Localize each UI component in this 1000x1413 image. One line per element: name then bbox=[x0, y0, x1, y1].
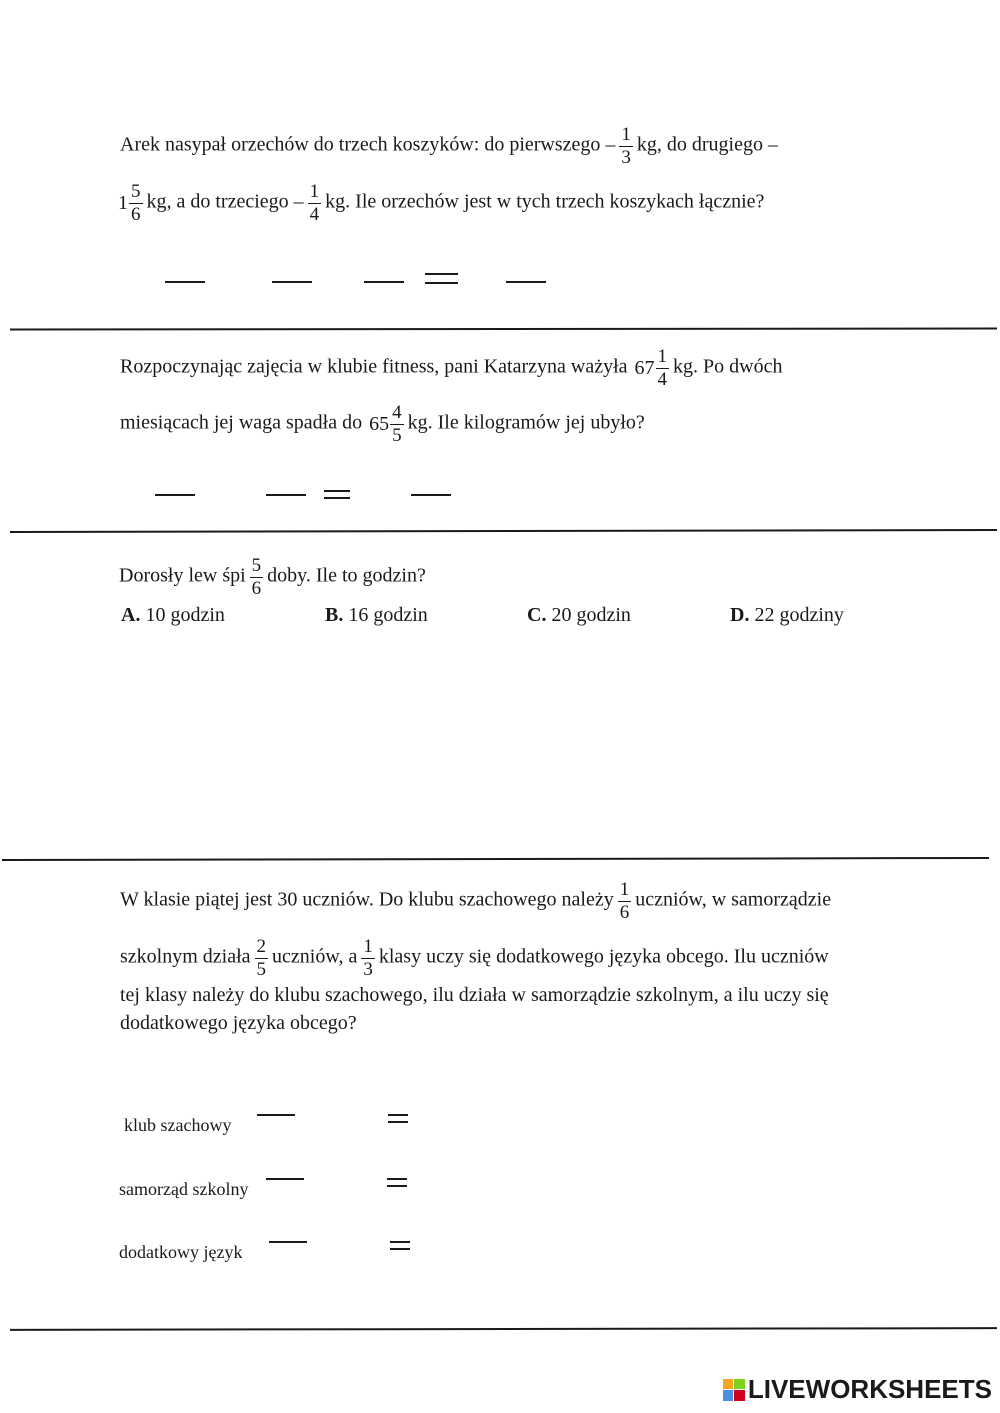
answer-blank[interactable] bbox=[272, 281, 312, 283]
q3-line-1 bbox=[119, 556, 426, 598]
q4-line-2 bbox=[120, 937, 829, 979]
equals-sign bbox=[324, 490, 350, 499]
q4-text-3: szkolnym działa bbox=[120, 945, 251, 968]
q4-text-2: uczniów, w samorządzie bbox=[635, 888, 832, 911]
option-d[interactable]: D. 22 godziny bbox=[730, 604, 844, 626]
q1-text-2: kg, do drugiego – bbox=[636, 133, 778, 156]
logo-icon bbox=[723, 1379, 745, 1401]
answer-blank[interactable] bbox=[257, 1114, 295, 1116]
q1-text-4: kg. Ile orzechów jest w tych trzech koszykach łącznie? bbox=[325, 190, 765, 213]
option-b[interactable]: B. 16 godzin bbox=[325, 604, 428, 626]
divider bbox=[2, 857, 989, 861]
q4-text-1: W klasie piątej jest 30 uczniów. Do klubu szachowego należy bbox=[120, 888, 614, 911]
answer-blank[interactable] bbox=[266, 494, 306, 496]
q1-text-3: kg, a do trzeciego – bbox=[146, 190, 304, 213]
liveworksheets-logo bbox=[723, 1374, 992, 1405]
q2-text-3: miesiącach jej waga spadła do bbox=[120, 411, 363, 434]
answer-blank[interactable] bbox=[506, 281, 546, 283]
q2-text-1: Rozpoczynając zajęcia w klubie fitness, pani Katarzyna ważyła bbox=[120, 355, 628, 378]
divider bbox=[10, 327, 997, 330]
option-a[interactable]: A. 10 godzin bbox=[121, 604, 225, 626]
answer-blank[interactable] bbox=[155, 494, 195, 496]
fraction: $\frac{1}{6}$ bbox=[619, 879, 630, 923]
fraction: $\frac{2}{5}$ bbox=[256, 936, 267, 980]
option-c[interactable]: C. 20 godzin bbox=[527, 604, 631, 626]
q1-text-1: Arek nasypał orzechów do trzech koszyków: do pierwszego – bbox=[120, 133, 616, 156]
answer-blank[interactable] bbox=[364, 281, 404, 283]
q4-text-4: uczniów, a bbox=[272, 945, 358, 968]
mixed-number: 65 $\frac{4}{5}$ bbox=[369, 402, 402, 446]
q1-line-1 bbox=[120, 125, 778, 167]
fraction: $\frac{1}{3}$ bbox=[363, 936, 373, 980]
q4-line-1 bbox=[120, 880, 831, 922]
q2-line-2 bbox=[120, 403, 645, 445]
answer-blank[interactable] bbox=[411, 494, 451, 496]
equals-sign bbox=[387, 1178, 407, 1187]
equals-sign bbox=[390, 1241, 410, 1250]
q2-line-1 bbox=[120, 347, 783, 389]
label-extra-language: dodatkowy język bbox=[119, 1242, 243, 1262]
q3-text-2: doby. Ile to godzin? bbox=[267, 564, 426, 587]
label-chess-club: klub szachowy bbox=[124, 1115, 232, 1135]
equals-sign bbox=[425, 273, 458, 284]
fraction: $\frac{1}{3}$ bbox=[621, 124, 631, 168]
equals-sign bbox=[388, 1114, 408, 1123]
label-school-council: samorząd szkolny bbox=[119, 1179, 249, 1199]
mixed-number: 67 $\frac{1}{4}$ bbox=[634, 346, 668, 390]
answer-blank[interactable] bbox=[165, 281, 205, 283]
q2-text-2: kg. Po dwóch bbox=[673, 355, 783, 378]
q1-line-2 bbox=[118, 182, 764, 224]
q4-line-3 bbox=[120, 983, 829, 1007]
fraction: $\frac{1}{4}$ bbox=[309, 181, 320, 225]
divider bbox=[10, 1327, 997, 1330]
q4-text-7: dodatkowego języka obcego? bbox=[120, 1012, 357, 1034]
answer-blank[interactable] bbox=[269, 1241, 307, 1243]
q2-text-4: kg. Ile kilogramów jej ubyło? bbox=[407, 411, 645, 434]
q4-text-5: klasy uczy się dodatkowego języka obcego. Ilu uczniów bbox=[378, 945, 829, 968]
q3-text-1: Dorosły lew śpi bbox=[119, 564, 246, 587]
fraction: $\frac{5}{6}$ bbox=[251, 555, 262, 599]
logo-text: LIVEWORKSHEETS bbox=[747, 1374, 992, 1404]
divider bbox=[10, 529, 997, 533]
answer-blank[interactable] bbox=[266, 1178, 304, 1180]
mixed-number: 1 $\frac{5}{6}$ bbox=[118, 181, 141, 225]
q4-line-4 bbox=[120, 1011, 357, 1035]
q4-text-6: tej klasy należy do klubu szachowego, ilu działa w samorządzie szkolnym, a ilu uczy się bbox=[120, 984, 829, 1006]
